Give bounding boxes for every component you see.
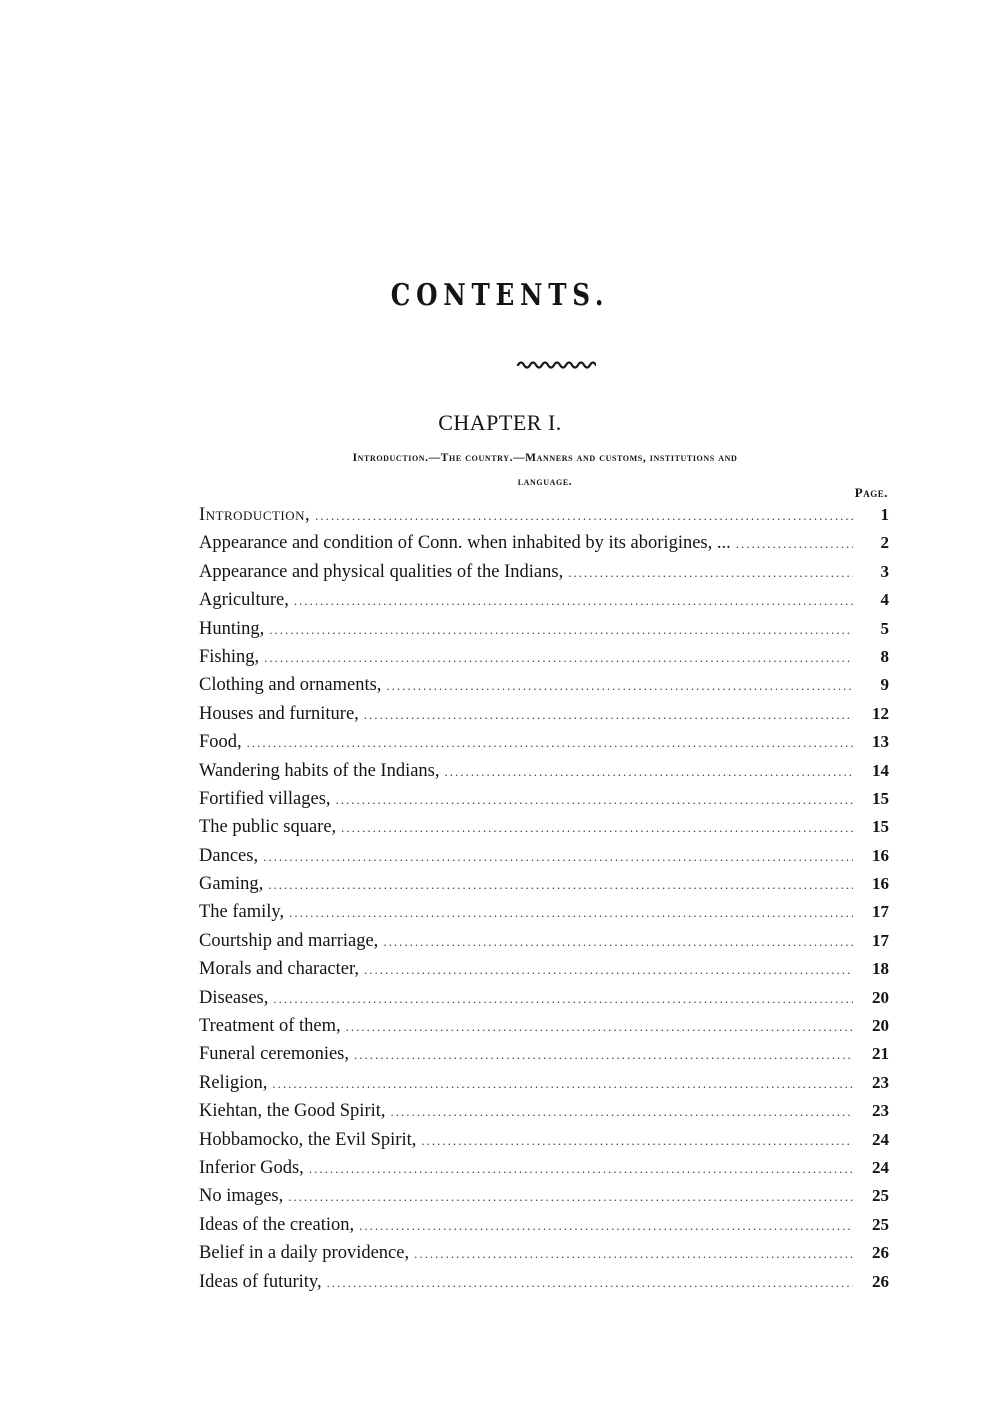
toc-entry [199, 902, 889, 930]
toc-entry [199, 675, 889, 703]
toc-entry-page-number: 14 [872, 760, 889, 780]
toc-entry-label: Houses and furniture, [199, 703, 359, 724]
toc-entry-page-number: 16 [872, 845, 889, 865]
dot-leader [445, 764, 854, 780]
toc-entry-page-number: 23 [872, 1072, 889, 1092]
dot-leader [289, 905, 853, 921]
dot-leader [327, 1275, 853, 1291]
toc-entry-page-number: 26 [872, 1243, 889, 1263]
toc-entry-page-number: 17 [872, 902, 889, 922]
toc-entry-label: Fishing, [199, 646, 260, 667]
toc-entry-label: Dances, [199, 845, 259, 866]
dot-leader [294, 593, 853, 609]
toc-entry-label: Inferior Gods, [199, 1157, 304, 1178]
dot-leader [359, 1218, 853, 1234]
toc-entry [199, 931, 889, 959]
table-of-contents [199, 505, 889, 1300]
toc-entry-page-number: 24 [872, 1157, 889, 1177]
dot-leader [383, 934, 853, 950]
toc-entry [199, 1016, 889, 1044]
chapter-heading: CHAPTER I. [438, 410, 562, 435]
dot-leader [391, 1104, 853, 1120]
dot-leader [288, 1189, 853, 1205]
toc-entry [199, 789, 889, 817]
toc-entry-page-number: 26 [872, 1271, 889, 1291]
toc-entry-page-number: 1 [880, 505, 889, 524]
toc-entry [199, 1158, 889, 1186]
page-title: CONTENTS. [390, 278, 610, 313]
dot-leader [364, 962, 853, 978]
toc-entry-page-number: 12 [872, 703, 889, 723]
toc-entry-label: Ideas of the creation, [199, 1214, 355, 1235]
toc-entry [199, 874, 889, 902]
toc-entry-page-number: 9 [880, 675, 889, 695]
toc-entry-label: Gaming, [199, 874, 264, 895]
toc-entry-page-number: 5 [880, 618, 889, 638]
dot-leader [414, 1246, 853, 1262]
toc-entry [199, 1272, 889, 1300]
toc-entry-label: Wandering habits of the Indians, [199, 760, 440, 781]
toc-entry-page-number: 2 [880, 533, 889, 553]
dot-leader [269, 622, 853, 638]
chapter-subtitle [200, 446, 890, 494]
toc-entry-label: Ideas of futurity, [199, 1271, 322, 1292]
toc-entry [199, 846, 889, 874]
toc-entry [199, 732, 889, 760]
toc-entry-page-number: 13 [872, 732, 889, 752]
toc-entry-label: Agriculture, [199, 590, 289, 611]
toc-entry [199, 647, 889, 675]
dot-leader [336, 792, 853, 808]
toc-entry-label: The public square, [199, 817, 337, 838]
dot-leader [421, 1133, 853, 1149]
chapter-subtitle-line-2: language. [517, 476, 573, 488]
toc-entry-label: Treatment of them, [199, 1016, 341, 1037]
toc-entry-page-number: 20 [872, 1016, 889, 1036]
dot-leader [346, 1019, 853, 1035]
toc-entry-page-number: 3 [880, 561, 889, 581]
toc-entry [199, 817, 889, 845]
toc-entry-page-number: 8 [880, 646, 889, 666]
dot-leader [386, 678, 853, 694]
toc-entry [199, 988, 889, 1016]
toc-entry [199, 505, 889, 533]
dot-leader [736, 536, 853, 552]
dot-leader [341, 820, 853, 836]
toc-entry [199, 704, 889, 732]
toc-entry [199, 619, 889, 647]
toc-entry-page-number: 15 [872, 788, 889, 808]
toc-entry [199, 590, 889, 618]
toc-entry-page-number: 18 [872, 959, 889, 979]
toc-entry [199, 533, 889, 561]
toc-entry-page-number: 16 [872, 874, 889, 894]
wavy-rule-ornament [516, 358, 596, 370]
toc-entry-label: Funeral ceremonies, [199, 1044, 349, 1065]
dot-leader [263, 849, 853, 865]
dot-leader [309, 1161, 853, 1177]
toc-entry-page-number: 25 [872, 1186, 889, 1206]
toc-entry-label: Introduction, [199, 505, 311, 525]
toc-entry-page-number: 21 [872, 1044, 889, 1064]
toc-entry-page-number: 23 [872, 1101, 889, 1121]
toc-entry-label: Appearance and physical qualities of the Indians, [199, 561, 564, 582]
toc-entry-label: No images, [199, 1186, 284, 1207]
dot-leader [272, 1076, 853, 1092]
dot-leader [264, 650, 853, 666]
dot-leader [364, 707, 853, 723]
toc-entry [199, 1101, 889, 1129]
toc-entry-page-number: 20 [872, 987, 889, 1007]
toc-entry-page-number: 24 [872, 1129, 889, 1149]
toc-entry-label: Kiehtan, the Good Spirit, [199, 1101, 386, 1122]
toc-entry-page-number: 15 [872, 817, 889, 837]
toc-entry-label: Hunting, [199, 618, 265, 639]
toc-entry-label: Religion, [199, 1072, 268, 1093]
toc-entry-label: Food, [199, 732, 242, 753]
toc-entry [199, 1130, 889, 1158]
toc-entry-page-number: 17 [872, 930, 889, 950]
toc-entry-page-number: 4 [880, 590, 889, 610]
dot-leader [268, 877, 853, 893]
dot-leader [273, 991, 853, 1007]
toc-entry-label: Clothing and ornaments, [199, 675, 382, 696]
toc-entry-label: Hobbamocko, the Evil Spirit, [199, 1129, 417, 1150]
toc-entry-label: Belief in a daily providence, [199, 1243, 410, 1264]
toc-entry-label: Fortified villages, [199, 788, 331, 809]
toc-entry-label: Courtship and marriage, [199, 930, 379, 951]
toc-entry [199, 1243, 889, 1271]
toc-entry [199, 1215, 889, 1243]
chapter-subtitle-line-1: Introduction.—The country.—Manners and customs, institutions and [352, 452, 738, 464]
toc-entry [199, 1044, 889, 1072]
page-column-header: Page. [854, 485, 888, 500]
toc-entry-label: Morals and character, [199, 959, 360, 980]
toc-entry-label: Diseases, [199, 987, 269, 1008]
toc-entry [199, 1073, 889, 1101]
toc-entry [199, 959, 889, 987]
toc-entry-label: The family, [199, 902, 285, 923]
dot-leader [315, 508, 853, 524]
dot-leader [247, 735, 853, 751]
toc-entry-page-number: 25 [872, 1214, 889, 1234]
toc-entry [199, 1186, 889, 1214]
toc-entry-label: Appearance and condition of Conn. when inhabited by its aborigines, ... [199, 533, 731, 554]
toc-entry [199, 761, 889, 789]
toc-entry [199, 562, 889, 590]
dot-leader [568, 565, 853, 581]
dot-leader [354, 1047, 853, 1063]
